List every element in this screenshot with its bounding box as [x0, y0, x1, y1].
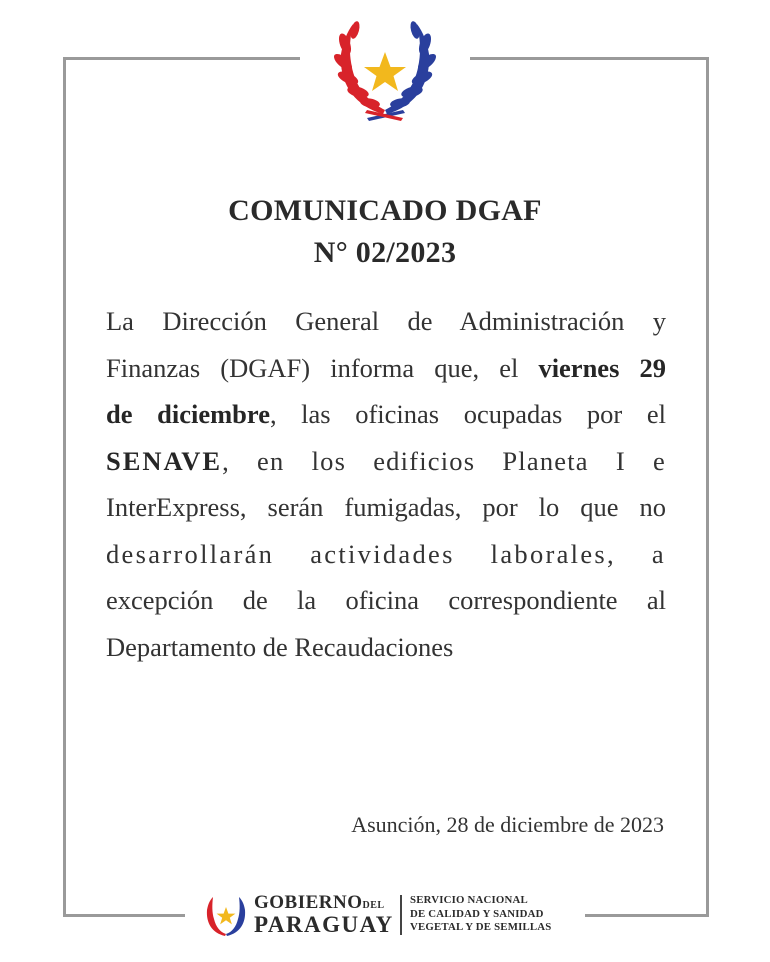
body-line-6: desarrollarán actividades laborales, a — [106, 538, 666, 569]
footer-divider — [400, 895, 402, 935]
body-line-3: de diciembre, las oficinas ocupadas por el — [106, 399, 666, 429]
body-line-8: Departamento de Recaudaciones — [106, 631, 454, 662]
date-line: Asunción, 28 de diciembre de 2023 — [351, 812, 664, 837]
government-seal-icon — [203, 893, 249, 939]
date-emphasis: viernes 29 — [538, 352, 666, 383]
senave-emphasis: SENAVE — [106, 445, 223, 476]
body-line-2: Finanzas (DGAF) informa que, el viernes 29 — [106, 352, 666, 383]
communique-body — [106, 298, 666, 670]
communique-number: N° 02/2023 — [313, 236, 457, 269]
body-line-5: InterExpress, serán fumigadas, por lo que no — [106, 492, 666, 522]
month-emphasis: de diciembre — [106, 399, 270, 429]
national-seal-icon — [325, 14, 445, 124]
body-line-7: excepción de la oficina correspondiente al — [106, 585, 666, 615]
body-line-1: La Dirección General de Administración y — [106, 306, 666, 336]
communique-title: COMUNICADO DGAF — [228, 194, 542, 227]
senave-wordmark: SERVICIO NACIONAL DE CALIDAD Y SANIDAD VEGETAL Y DE SEMILLAS — [410, 894, 552, 933]
government-wordmark: GOBIERNODEL PARAGUAY — [254, 892, 394, 937]
body-line-4: SENAVE, en los edificios Planeta I e — [106, 445, 666, 476]
